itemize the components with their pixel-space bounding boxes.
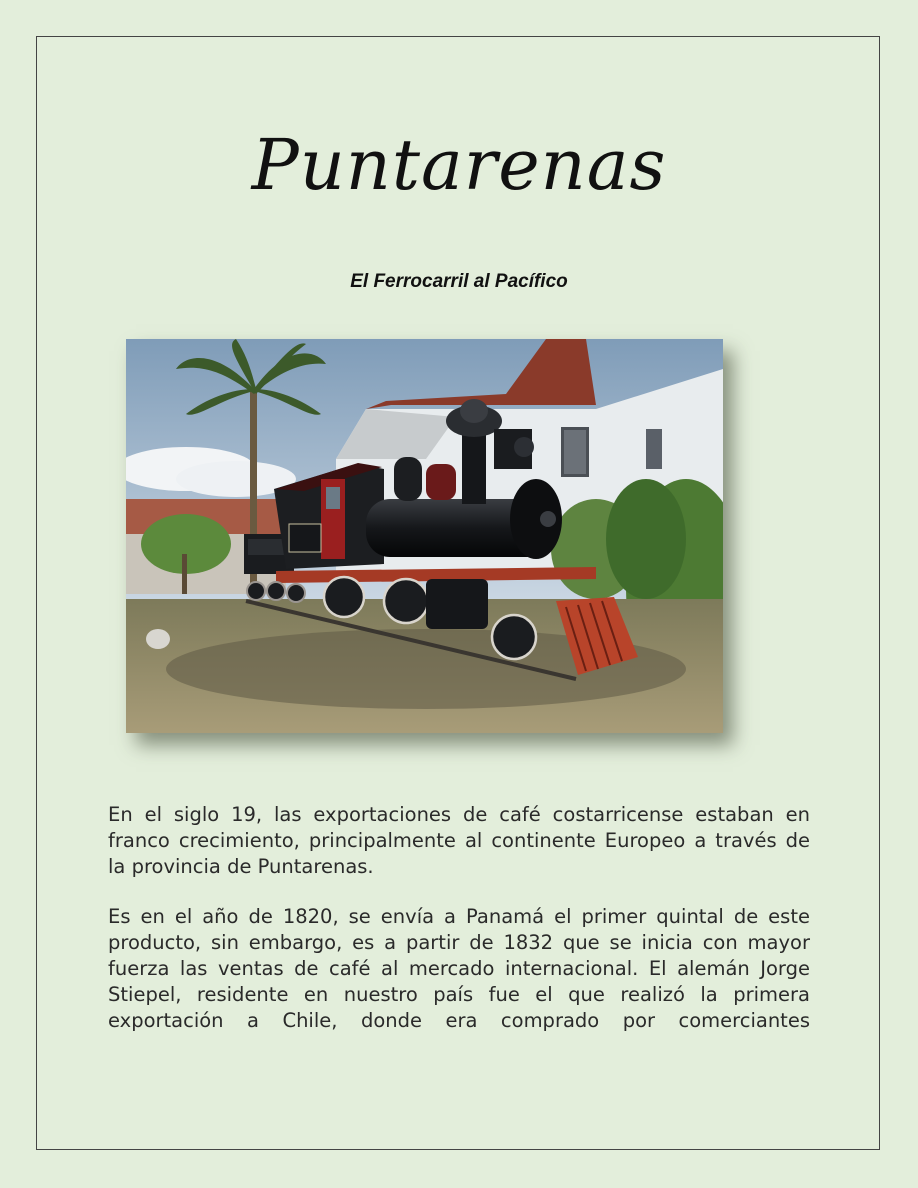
paragraph-2: Es en el año de 1820, se envía a Panamá el primer quintal de este producto, sin embargo, es a partir de 1832 que se inicia con mayor fuerza las ventas de café al mercado internacional. El alemán Jorge Stiepel, residente en nuestro país fue el que realizó la primera exportación a Chile, donde era comprado por comerciantes [108,905,810,1032]
paragraph-1: En el siglo 19, las exportaciones de café costarricense estaban en franco crecimiento, principalmente al continente Europeo a través de la provincia de Puntarenas. [108,803,810,878]
page-subtitle: El Ferrocarril al Pacífico [350,271,568,292]
locomotive-photo [126,339,723,733]
locomotive-illustration [126,339,723,733]
page-title: Puntarenas [251,124,667,206]
